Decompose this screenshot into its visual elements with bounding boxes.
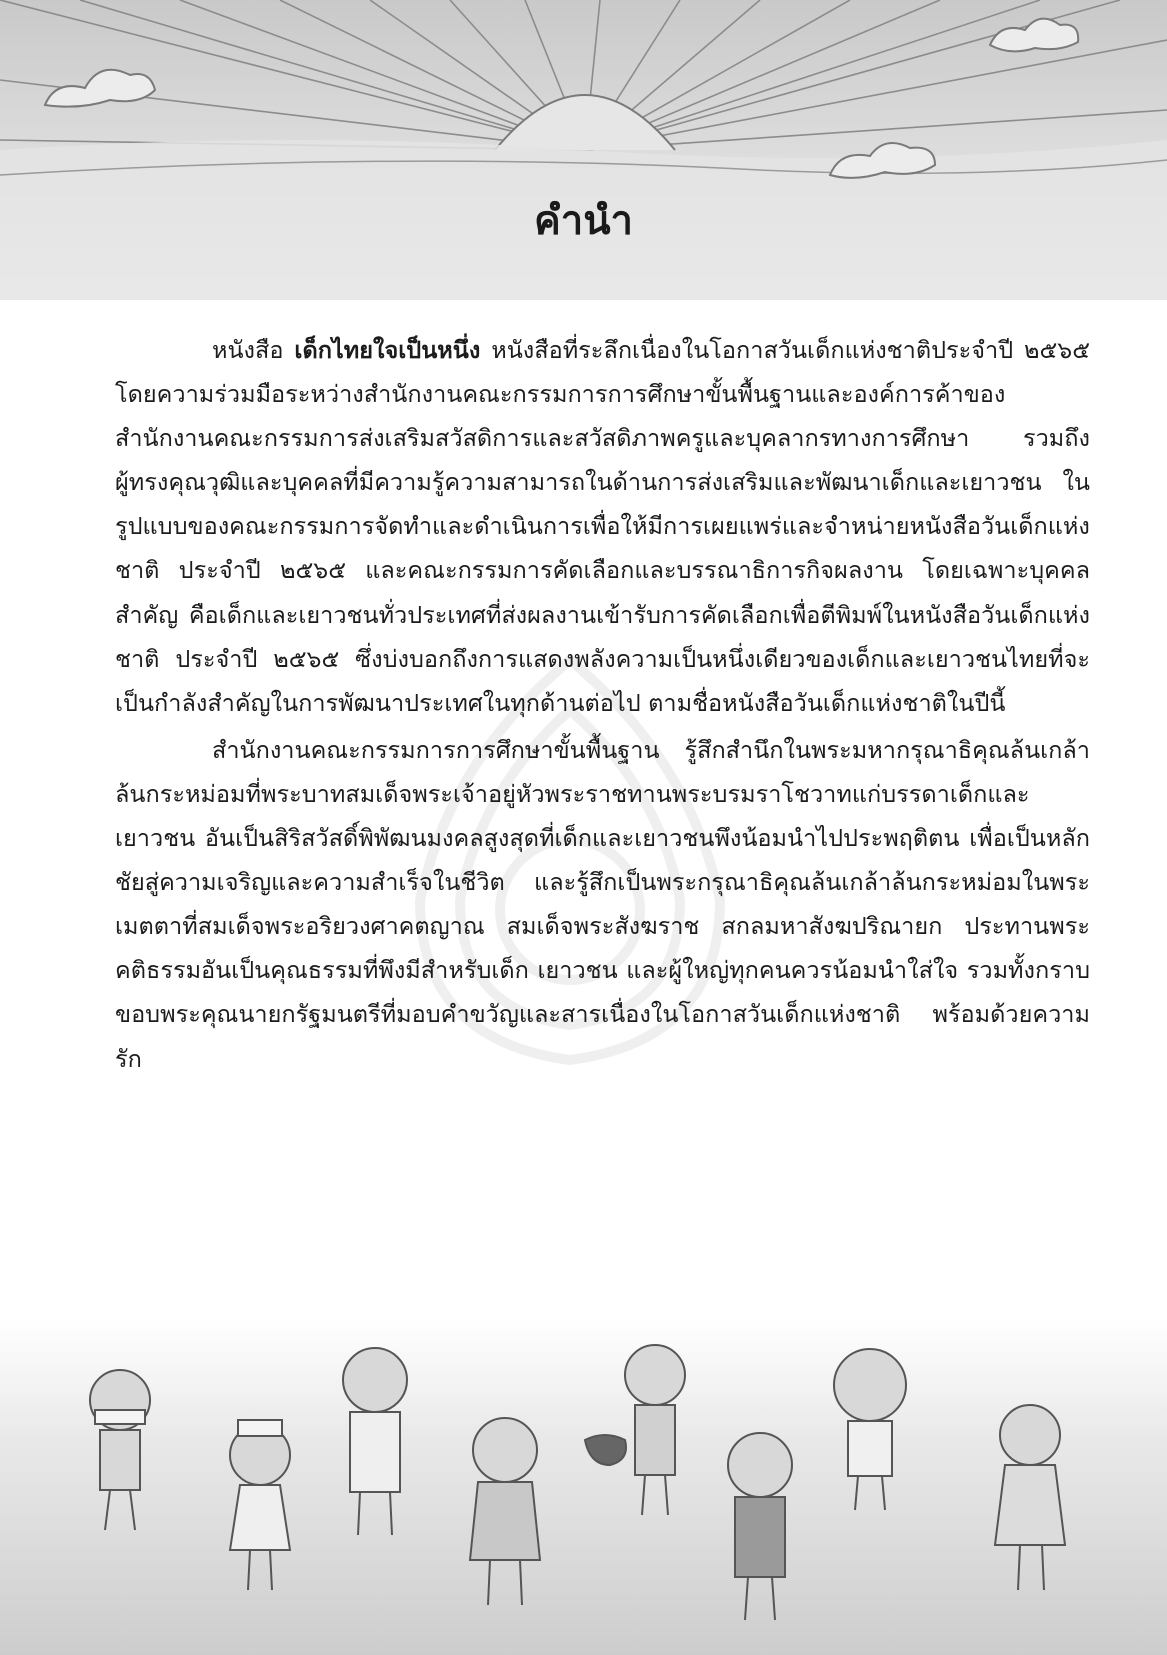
sunrise-drawing-icon [0,0,1167,300]
document-body [115,328,1090,1081]
intro-rest: หนังสือที่ระลึกเนื่องในโอกาสวันเด็กแห่งชาติประจำปี ๒๕๖๕ โดยความร่วมมือระหว่างสำนักงานคณะกรรมการการศึกษาขั้นพื้นฐานและองค์การค้าของสำนักงานคณะกรรมการส่งเสริมสวัสดิการและสวัสดิภาพครูและบุคลากรทางการศึกษา รวมถึงผู้ทรงคุณวุฒิและบุคคลที่มีความรู้ความสามารถในด้านการส่งเสริมและพัฒนาเด็กและเยาวชน ในรูปแบบของคณะกรรมการจัดทำและดำเนินการเพื่อให้มีการเผยแพร่และจำหน่ายหนังสือวันเด็กแห่งชาติ ประจำปี ๒๕๖๕ และคณะกรรมการคัดเลือกและบรรณาธิการกิจผลงาน โดยเฉพาะบุคคลสำคัญ คือเด็กและเยาวชนทั่วประเทศที่ส่งผลงานเข้ารับการคัดเลือกเพื่อตีพิมพ์ในหนังสือวันเด็กแห่งชาติ ประจำปี ๒๕๖๕ ซึ่งบ่งบอกถึงการแสดงพลังความเป็นหนึ่งเดียวของเด็กและเยาวชนไทยที่จะเป็นกำลังสำคัญในการพัฒนาประเทศในทุกด้านต่อไป ตามชื่อหนังสือวันเด็กแห่งชาติในปีนี้ [115,336,1090,717]
paragraph-1 [115,328,1090,725]
page-title: คำนำ [533,198,634,244]
book-title: เด็กไทยใจเป็นหนึ่ง [294,336,481,364]
children-in-masks-drawing-icon [0,1320,1167,1655]
paragraph-2: สำนักงานคณะกรรมการการศึกษาขั้นพื้นฐาน รู้สึกสำนึกในพระมหากรุณาธิคุณล้นเกล้าล้นกระหม่อมที่พระบาทสมเด็จพระเจ้าอยู่หัวพระราชทานพระบรมราโชวาทแก่บรรดาเด็กและเยาวชน อันเป็นสิริสวัสดิ์พิพัฒนมงคลสูงสุดที่เด็กและเยาวชนพึงน้อมนำไปประพฤติตน เพื่อเป็นหลักชัยสู่ความเจริญและความสำเร็จในชีวิต และรู้สึกเป็นพระกรุณาธิคุณล้นเกล้าล้นกระหม่อมในพระเมตตาที่สมเด็จพระอริยวงศาคตญาณ สมเด็จพระสังฆราช สกลมหาสังฆปริณายก ประทานพระคติธรรมอันเป็นคุณธรรมที่พึงมีสำหรับเด็ก เยาวชน และผู้ใหญ่ทุกคนควรน้อมนำใส่ใจ รวมทั้งกราบขอบพระคุณนายกรัฐมนตรีที่มอบคำขวัญและสารเนื่องในโอกาสวันเด็กแห่งชาติ พร้อมด้วยความรัก [115,735,1090,1073]
intro-lead: หนังสือ [212,336,284,364]
